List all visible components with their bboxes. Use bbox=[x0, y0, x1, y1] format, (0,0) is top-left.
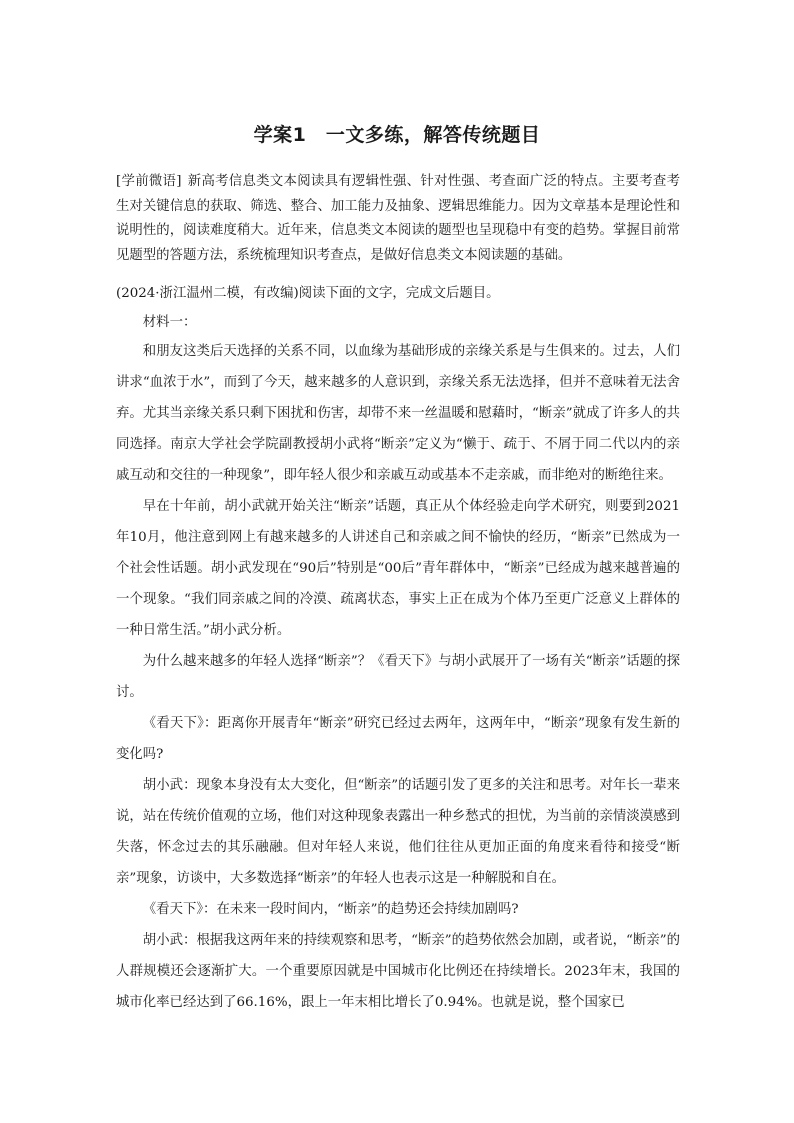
page-title: 学案1 一文多练，解答传统题目 bbox=[253, 124, 541, 146]
paragraph: 为什么越来越多的年轻人选择“断亲”？《看天下》与胡小武展开了一场有关“断亲”话题的探讨。 bbox=[116, 654, 680, 700]
source-note: (2024·浙江温州二模，有改编)阅读下面的文字，完成文后题目。 bbox=[116, 286, 500, 301]
paragraph: 早在十年前，胡小武就开始关注“断亲”话题，真正从个体经验走向学术研究，则要到2021年10月，他注意到网上有越来越多的人讲述自己和亲戚之间不愉快的经历，“断亲”已然成为一个社会性话题。胡小武发现在“90后”特别是“00后”青年群体中，“断亲”已经成为越来越普遍的一个现象。“我们同亲戚之间的冷漠、疏离状态，事实上正在成为个体乃至更广泛意义上群体的一种日常生活。”胡小武分析。 bbox=[116, 499, 680, 638]
paragraph: 胡小武：现象本身没有太大变化，但“断亲”的话题引发了更多的关注和思考。对年长一辈来说，站在传统价值观的立场，他们对这种现象表露出一种乡愁式的担忧，为当前的亲情淡漠感到失落，怀念过去的其乐融融。但对年轻人来说，他们往往从更加正面的角度来看待和接受“断亲”现象，访谈中，大多数选择“断亲”的年轻人也表示这是一种解脱和自在。 bbox=[116, 778, 680, 886]
paragraph: 《看天下》：距离你开展青年“断亲”研究已经过去两年，这两年中，“断亲”现象有发生新的变化吗? bbox=[116, 716, 680, 762]
material-label: 材料一： bbox=[142, 315, 197, 330]
intro-paragraph bbox=[116, 170, 680, 268]
intro-tag: [学前微语] bbox=[116, 174, 182, 189]
paragraph: 和朋友这类后天选择的关系不同，以血缘为基础形成的亲缘关系是与生俱来的。过去，人们讲求“血浓于水”，而到了今天，越来越多的人意识到，亲缘关系无法选择，但并不意味着无法舍弃。尤其当亲缘关系只剩下困扰和伤害，却带不来一丝温暖和慰藉时，“断亲”就成了许多人的共同选择。南京大学社会学院副教授胡小武将“断亲”定义为“懒于、疏于、不屑于同二代以内的亲戚互动和交往的一种现象”，即年轻人很少和亲戚互动或基本不走亲戚，而非绝对的断绝往来。 bbox=[116, 344, 680, 483]
material-body bbox=[116, 310, 680, 1018]
paragraph: 胡小武：根据我这两年来的持续观察和思考，“断亲”的趋势依然会加剧，或者说，“断亲”的人群规模还会逐渐扩大。一个重要原因就是中国城市化比例还在持续增长。2023年末，我国的城市化率已经达到了66.16%，跟上一年末相比增长了0.94%。也就是说，整个国家已 bbox=[116, 933, 680, 1010]
intro-text: 新高考信息类文本阅读具有逻辑性强、针对性强、考查面广泛的特点。主要考查考生对关键信息的获取、筛选、整合、加工能力及抽象、逻辑思维能力。因为文章基本是理论性和说明性的，阅读难度稍大。近年来，信息类文本阅读的题型也呈现稳中有变的趋势。掌握目前常见题型的答题方法，系统梳理知识考查点，是做好信息类文本阅读题的基础。 bbox=[116, 174, 680, 263]
paragraph: 《看天下》：在未来一段时间内，“断亲”的趋势还会持续加剧吗? bbox=[142, 902, 519, 917]
